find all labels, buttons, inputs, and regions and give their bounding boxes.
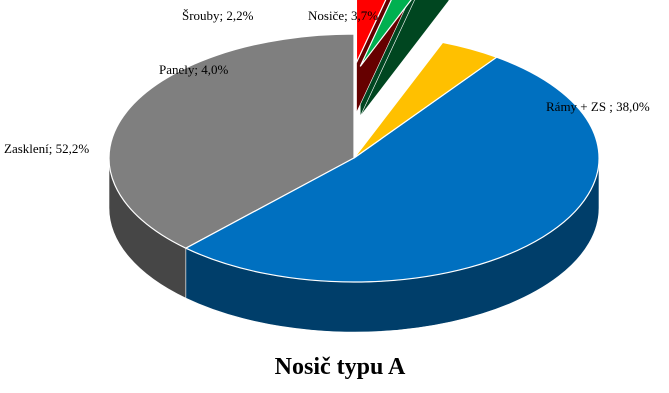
chart-title: Nosič typu A bbox=[274, 354, 406, 380]
slice-label-panely: Panely; 4,0% bbox=[159, 62, 229, 77]
pie-slices bbox=[109, 0, 599, 332]
slice-label-ramy: Rámy + ZS ; 38,0% bbox=[546, 99, 650, 114]
slice-label-nosice: Nosiče; 3,7% bbox=[308, 8, 379, 23]
slice-label-srouby: Šrouby; 2,2% bbox=[182, 8, 254, 23]
slice-label-zaskleni: Zasklení; 52,2% bbox=[4, 141, 90, 156]
